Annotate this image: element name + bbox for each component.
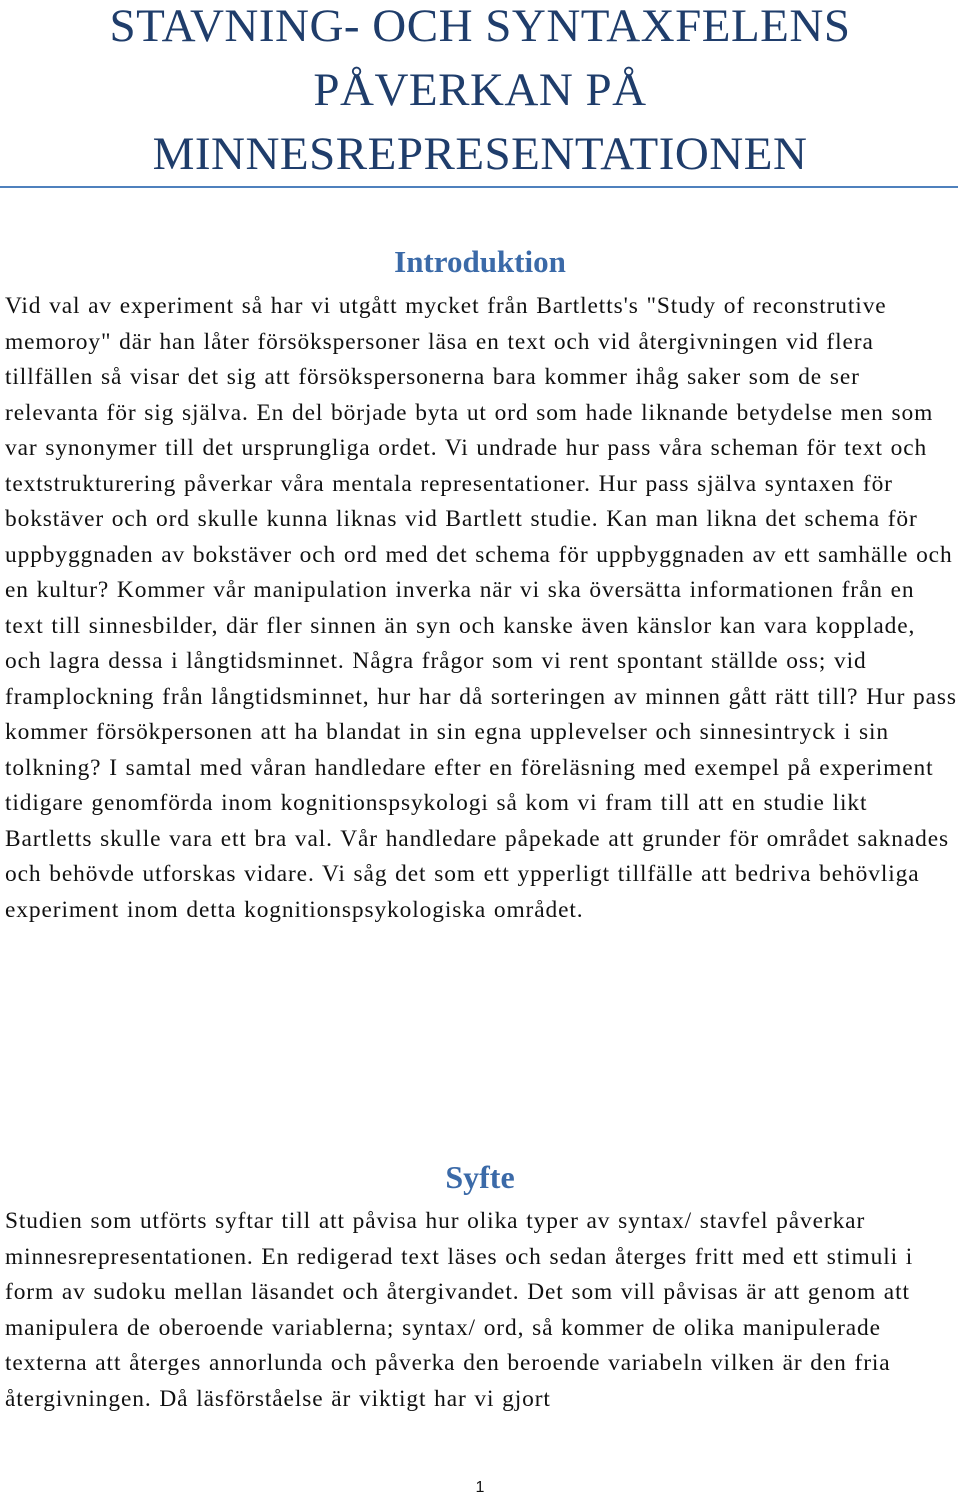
section-heading-syfte: Syfte bbox=[445, 1159, 515, 1195]
section-heading-introduktion: Introduktion bbox=[394, 244, 566, 279]
document-title: STAVNING- OCH SYNTAXFELENS PÅVERKAN PÅ MINNESREPRESENTATIONEN bbox=[109, 0, 851, 180]
page-number: 1 bbox=[475, 1479, 485, 1496]
title-underline bbox=[0, 186, 958, 188]
section-body-introduktion: Vid val av experiment så har vi utgått mycket från Bartletts's "Study of reconstrutive memoroy" där han låter försökspersoner läsa en text och vid återgivningen vid flera tillfällen så visar det sig att försökspersonerna bara kommer ihåg saker som de ser relevanta för sig själva. En del började byta ut ord som hade liknande betydelse men som var synonymer till det ursprungliga ordet. Vi undrade hur pass våra scheman för text och textstrukturering påverkar våra mentala representationer. Hur pass själva syntaxen för bokstäver och ord skulle kunna liknas vid Bartlett studie. Kan man likna det schema för uppbyggnaden av bokstäver och ord med det schema för uppbyggnaden av ett samhälle och en kultur? Kommer vår manipulation inverka när vi ska översätta informationen från en text till sinnesbilder, där fler sinnen än syn och kanske även känslor kan vara kopplade, och lagra dessa i långtidsminnet. Några frågor som vi rent spontant ställde oss; vid framplockning från långtidsminnet, hur har då sorteringen av minnen gått rätt till? Hur pass kommer försökpersonen att ha blandat in sin egna upplevelser och sinnesintryck i sin tolkning? I samtal med våran handledare efter en föreläsning med exempel på experiment tidigare genomförda inom kognitionspsykologi så kom vi fram till att en studie likt Bartletts skulle vara ett bra val. Vår handledare påpekade att grunder för området saknades och behövde utforskas vidare. Vi såg det som ett ypperligt tillfälle att bedriva behövliga experiment inom detta kognitionspsykologiska området. bbox=[5, 293, 957, 923]
section-body-syfte: Studien som utförts syftar till att påvisa hur olika typer av syntax/ stavfel påverkar minnesrepresentationen. En redigerad text läses och sedan återges fritt med ett stimuli i form av sudoku mellan läsandet och återgivandet. Det som vill påvisas är att genom att manipulera de oberoende variablerna; syntax/ ord, så kommer de olika manipulerade texterna att återges annorlunda och påverka den beroende variabeln vilken är den fria återgivningen. Då läsförståelse är viktigt har vi gjort bbox=[5, 1208, 914, 1412]
